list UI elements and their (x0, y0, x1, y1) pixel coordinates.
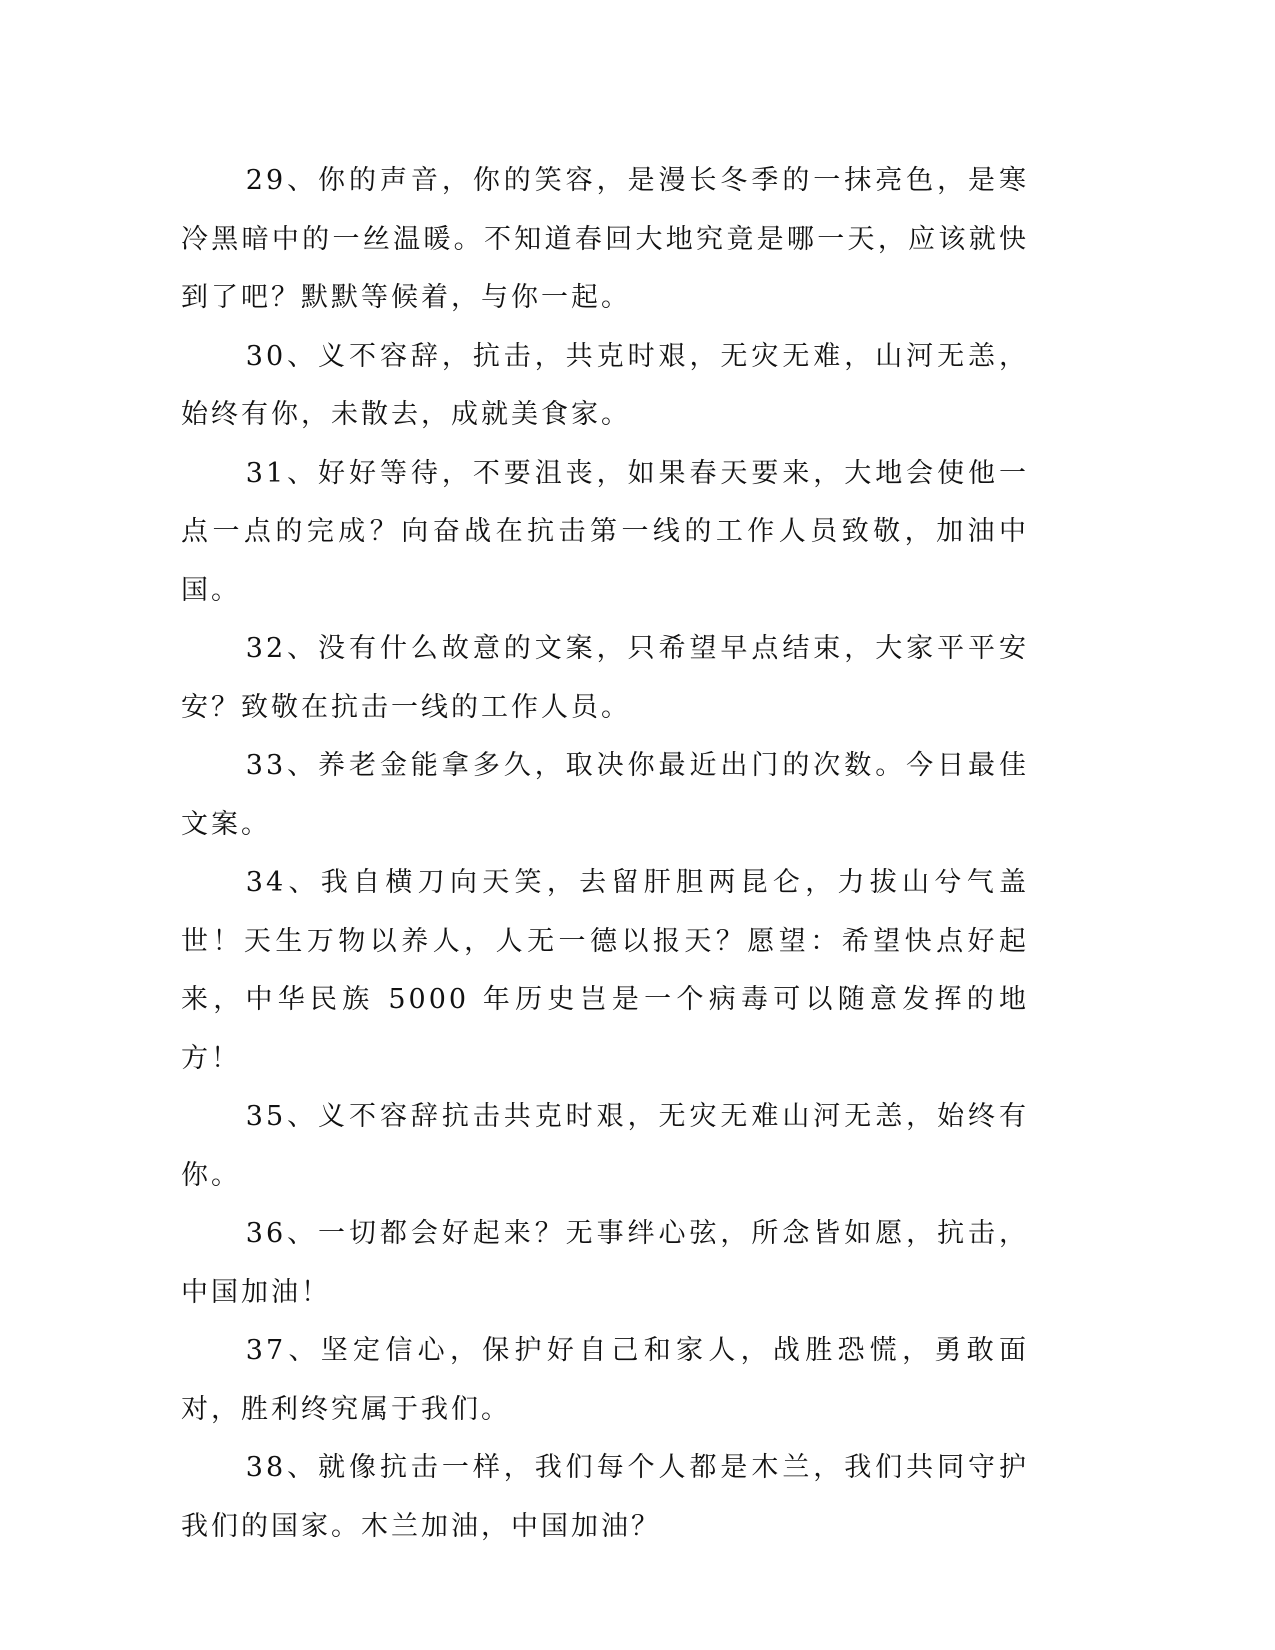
paragraph-31: 31、好好等待，不要沮丧，如果春天要来，大地会使他一点一点的完成？向奋战在抗击第一线的工作人员致敬，加油中国。 (181, 457, 1029, 606)
document-body (181, 152, 1029, 1556)
paragraph-34: 34、我自横刀向天笑，去留肝胆两昆仑，力拔山兮气盖世！天生万物以养人，人无一德以报天？愿望：希望快点好起来，中华民族 5000 年历史岂是一个病毒可以随意发挥的地方！ (181, 867, 1029, 1074)
paragraph-30: 30、义不容辞，抗击，共克时艰，无灾无难，山河无恙，始终有你，未散去，成就美食家。 (181, 340, 1029, 430)
paragraph-32: 32、没有什么故意的文案，只希望早点结束，大家平平安安？致敬在抗击一线的工作人员。 (181, 633, 1029, 723)
paragraph-35: 35、义不容辞抗击共克时艰，无灾无难山河无恙，始终有你。 (181, 1101, 1029, 1191)
paragraph-33: 33、养老金能拿多久，取决你最近出门的次数。今日最佳文案。 (181, 750, 1029, 840)
paragraph-37: 37、坚定信心，保护好自己和家人，战胜恐慌，勇敢面对，胜利终究属于我们。 (181, 1335, 1029, 1425)
paragraph-29: 29、你的声音，你的笑容，是漫长冬季的一抹亮色，是寒冷黑暗中的一丝温暖。不知道春回大地究竟是哪一天，应该就快到了吧？默默等候着，与你一起。 (181, 165, 1029, 313)
paragraph-38: 38、就像抗击一样，我们每个人都是木兰，我们共同守护我们的国家。木兰加油，中国加油？ (181, 1452, 1029, 1542)
paragraph-36: 36、一切都会好起来？无事绊心弦，所念皆如愿，抗击，中国加油！ (181, 1218, 1029, 1308)
